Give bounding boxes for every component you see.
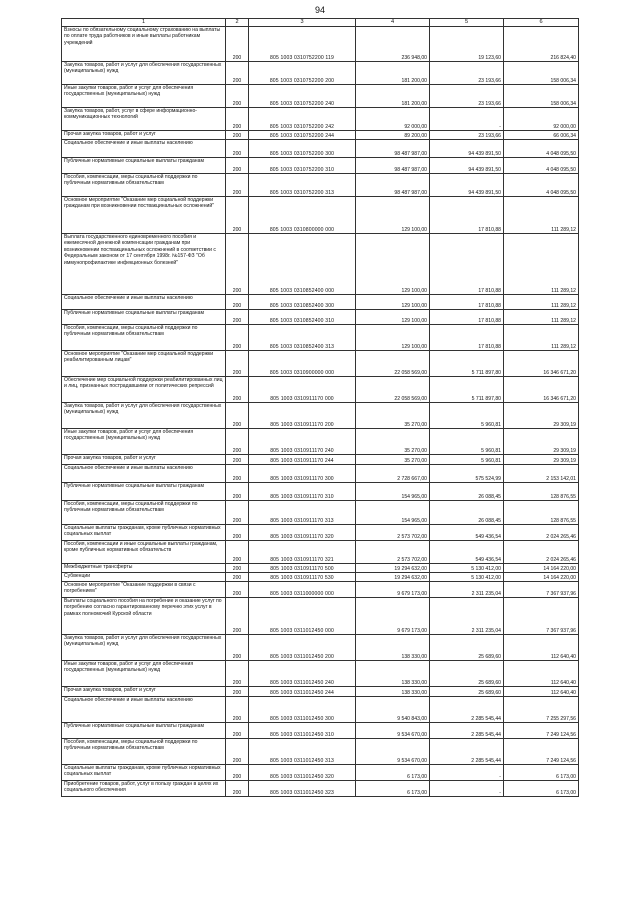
row-executed-amount: 94 439 891,50 [430, 174, 504, 197]
row-approved-amount: 129 100,00 [356, 295, 430, 310]
row-name: Основное мероприятие "Оказание мер социальной поддержки реабилитированным лицам" [62, 351, 226, 377]
row-name: Обеспечение мер социальной поддержки реабилитированных лиц и лиц, признанных пострадавшими от политических репрессий [62, 377, 226, 403]
row-unexecuted-amount: 7 367 937,96 [504, 598, 579, 635]
row-admin-code: 200 [226, 131, 249, 140]
col-header: 3 [249, 19, 356, 27]
row-approved-amount: 19 294 632,00 [356, 573, 430, 582]
row-approved-amount: 98 487 987,00 [356, 140, 430, 158]
row-name: Публичные нормативные социальные выплаты гражданам [62, 310, 226, 325]
row-unexecuted-amount: 111 289,12 [504, 295, 579, 310]
row-executed-amount: 2 285 545,44 [430, 697, 504, 723]
table-row [62, 108, 579, 131]
row-name: Приобретение товаров, работ, услуг в пользу граждан в целях их социального обеспечения [62, 781, 226, 797]
row-unexecuted-amount: 128 876,55 [504, 501, 579, 525]
row-approved-amount: 129 100,00 [356, 325, 430, 351]
row-name: Основное мероприятие "Оказание мер социальной поддержки гражданам при возникновении поствакцинальных осложнений" [62, 197, 226, 234]
row-unexecuted-amount: 2 153 142,01 [504, 465, 579, 483]
row-unexecuted-amount: 29 309,19 [504, 403, 579, 429]
row-approved-amount: 181 200,00 [356, 85, 430, 108]
row-name: Публичные нормативные социальные выплаты гражданам [62, 483, 226, 501]
row-budget-code: 805 1003 0310752200 242 [249, 108, 356, 131]
table-row [62, 429, 579, 455]
row-executed-amount: 17 810,88 [430, 325, 504, 351]
table-row [62, 325, 579, 351]
table-row [62, 131, 579, 140]
row-admin-code: 200 [226, 234, 249, 295]
table-row [62, 598, 579, 635]
table-row [62, 174, 579, 197]
row-unexecuted-amount: 16 346 671,20 [504, 377, 579, 403]
row-budget-code: 805 1003 0310752200 200 [249, 62, 356, 85]
row-unexecuted-amount: 7 249 124,56 [504, 723, 579, 739]
row-approved-amount: 19 294 632,00 [356, 564, 430, 573]
row-approved-amount: 9 679 173,00 [356, 582, 430, 598]
row-approved-amount: 22 058 569,00 [356, 351, 430, 377]
row-name: Публичные нормативные социальные выплаты гражданам [62, 723, 226, 739]
row-name: Закупка товаров, работ и услуг для обеспечения государственных (муниципальных) нужд [62, 403, 226, 429]
row-approved-amount: 98 487 987,00 [356, 174, 430, 197]
row-budget-code: 805 1003 0310800000 000 [249, 197, 356, 234]
row-name: Межбюджетные трансферты [62, 564, 226, 573]
table-row [62, 723, 579, 739]
row-budget-code: 805 1003 0311012450 310 [249, 723, 356, 739]
row-approved-amount: 154 965,00 [356, 501, 430, 525]
row-approved-amount: 9 679 173,00 [356, 598, 430, 635]
col-header: 4 [356, 19, 430, 27]
row-budget-code: 805 1003 0310752200 119 [249, 27, 356, 62]
table-row [62, 582, 579, 598]
row-admin-code: 200 [226, 351, 249, 377]
row-budget-code: 805 1003 0310911170 530 [249, 573, 356, 582]
row-admin-code: 200 [226, 174, 249, 197]
row-approved-amount: 129 100,00 [356, 310, 430, 325]
row-executed-amount: 94 439 891,50 [430, 140, 504, 158]
row-unexecuted-amount: 111 289,12 [504, 197, 579, 234]
row-budget-code: 805 1003 0310911170 244 [249, 455, 356, 465]
col-header: 2 [226, 19, 249, 27]
budget-table [61, 18, 579, 797]
table-row [62, 377, 579, 403]
row-name: Прочая закупка товаров, работ и услуг [62, 131, 226, 140]
row-executed-amount: 5 711 897,80 [430, 351, 504, 377]
row-admin-code: 200 [226, 403, 249, 429]
table-row [62, 687, 579, 697]
table-row [62, 465, 579, 483]
row-name: Публичные нормативные социальные выплаты гражданам [62, 158, 226, 174]
row-approved-amount: 35 270,00 [356, 455, 430, 465]
row-budget-code: 805 1003 0311012450 240 [249, 661, 356, 687]
table-row [62, 635, 579, 661]
row-budget-code: 805 1003 0311012450 320 [249, 765, 356, 781]
table-row [62, 158, 579, 174]
row-approved-amount: 181 200,00 [356, 62, 430, 85]
row-unexecuted-amount: 158 006,34 [504, 62, 579, 85]
row-budget-code: 805 1003 0310911170 500 [249, 564, 356, 573]
table-row [62, 525, 579, 541]
row-approved-amount: 98 487 987,00 [356, 158, 430, 174]
table-row [62, 541, 579, 564]
row-approved-amount: 35 270,00 [356, 429, 430, 455]
row-unexecuted-amount: 16 346 671,20 [504, 351, 579, 377]
row-executed-amount: 26 088,45 [430, 501, 504, 525]
row-executed-amount: 2 285 545,44 [430, 739, 504, 765]
row-approved-amount: 92 000,00 [356, 108, 430, 131]
col-header: 5 [430, 19, 504, 27]
row-budget-code: 805 1003 0310911170 321 [249, 541, 356, 564]
row-executed-amount: 5 711 897,80 [430, 377, 504, 403]
row-approved-amount: 9 534 670,00 [356, 723, 430, 739]
row-executed-amount: 94 439 891,50 [430, 158, 504, 174]
row-budget-code: 805 1003 0310852400 000 [249, 234, 356, 295]
row-admin-code: 200 [226, 598, 249, 635]
row-unexecuted-amount: 14 164 220,00 [504, 564, 579, 573]
row-budget-code: 805 1003 0311000000 000 [249, 582, 356, 598]
row-admin-code: 200 [226, 635, 249, 661]
row-executed-amount: 17 810,88 [430, 310, 504, 325]
row-budget-code: 805 1003 0311012450 200 [249, 635, 356, 661]
row-executed-amount: 575 524,99 [430, 465, 504, 483]
row-admin-code: 200 [226, 525, 249, 541]
row-executed-amount: 17 810,88 [430, 234, 504, 295]
row-admin-code: 200 [226, 465, 249, 483]
row-unexecuted-amount: 4 048 095,50 [504, 174, 579, 197]
row-executed-amount: 19 123,60 [430, 27, 504, 62]
row-executed-amount: 2 285 545,44 [430, 723, 504, 739]
row-admin-code: 200 [226, 739, 249, 765]
row-unexecuted-amount: 66 006,34 [504, 131, 579, 140]
row-name: Социальное обеспечение и иные выплаты населению [62, 697, 226, 723]
row-executed-amount: 25 689,60 [430, 661, 504, 687]
row-unexecuted-amount: 112 640,40 [504, 661, 579, 687]
table-row [62, 455, 579, 465]
row-approved-amount: 2 573 702,00 [356, 541, 430, 564]
table-row [62, 501, 579, 525]
row-budget-code: 805 1003 0311012450 323 [249, 781, 356, 797]
row-unexecuted-amount: 2 024 265,46 [504, 525, 579, 541]
row-admin-code: 200 [226, 27, 249, 62]
row-admin-code: 200 [226, 573, 249, 582]
row-unexecuted-amount: 112 640,40 [504, 635, 579, 661]
row-name: Иные закупки товаров, работ и услуг для обеспечения государственных (муниципальных) нужд [62, 429, 226, 455]
table-row [62, 564, 579, 573]
row-budget-code: 805 1003 0310852400 313 [249, 325, 356, 351]
row-admin-code: 200 [226, 158, 249, 174]
row-admin-code: 200 [226, 310, 249, 325]
row-approved-amount: 138 330,00 [356, 635, 430, 661]
row-name: Пособия, компенсации, меры социальной поддержки по публичным нормативным обязательствам [62, 325, 226, 351]
row-admin-code: 200 [226, 108, 249, 131]
row-approved-amount: 2 728 667,00 [356, 465, 430, 483]
row-admin-code: 200 [226, 62, 249, 85]
table-row [62, 697, 579, 723]
row-budget-code: 805 1003 0310752200 313 [249, 174, 356, 197]
row-admin-code: 200 [226, 483, 249, 501]
row-approved-amount: 6 173,00 [356, 765, 430, 781]
row-budget-code: 805 1003 0310911170 313 [249, 501, 356, 525]
row-admin-code: 200 [226, 377, 249, 403]
row-budget-code: 805 1003 0310752200 300 [249, 140, 356, 158]
row-executed-amount: 5 130 412,00 [430, 564, 504, 573]
row-name: Взносы по обязательному социальному страхованию на выплаты по оплате труда работников и иные выплаты работникам учреждений [62, 27, 226, 62]
table-row [62, 403, 579, 429]
row-name: Прочая закупка товаров, работ и услуг [62, 455, 226, 465]
table-row [62, 85, 579, 108]
row-unexecuted-amount: 7 255 297,56 [504, 697, 579, 723]
row-executed-amount: - [430, 108, 504, 131]
row-name: Пособия, компенсации, меры социальной поддержки по публичным нормативным обязательствам [62, 501, 226, 525]
table-row [62, 27, 579, 62]
row-admin-code: 200 [226, 325, 249, 351]
row-name: Пособия, компенсации, меры социальной поддержки по публичным нормативным обязательствам [62, 739, 226, 765]
row-name: Социальное обеспечение и иные выплаты населению [62, 140, 226, 158]
row-name: Иные закупки товаров, работ и услуг для обеспечения государственных (муниципальных) нужд [62, 85, 226, 108]
row-unexecuted-amount: 4 048 095,50 [504, 158, 579, 174]
row-budget-code: 805 1003 0310900000 000 [249, 351, 356, 377]
row-approved-amount: 9 540 843,00 [356, 697, 430, 723]
page-number: 94 [314, 5, 325, 15]
row-approved-amount: 9 534 670,00 [356, 739, 430, 765]
col-header: 6 [504, 19, 579, 27]
table-row [62, 351, 579, 377]
table-row [62, 781, 579, 797]
row-approved-amount: 138 330,00 [356, 661, 430, 687]
row-approved-amount: 129 100,00 [356, 197, 430, 234]
table-row [62, 739, 579, 765]
table-row [62, 234, 579, 295]
row-budget-code: 805 1003 0311012450 300 [249, 697, 356, 723]
row-name: Закупка товаров, работ, услуг в сфере информационно-коммуникационных технологий [62, 108, 226, 131]
row-name: Субвенции [62, 573, 226, 582]
row-name: Прочая закупка товаров, работ и услуг [62, 687, 226, 697]
row-executed-amount: 23 193,66 [430, 62, 504, 85]
row-budget-code: 805 1003 0311012450 244 [249, 687, 356, 697]
row-admin-code: 200 [226, 295, 249, 310]
row-unexecuted-amount: 29 309,19 [504, 455, 579, 465]
row-admin-code: 200 [226, 455, 249, 465]
row-unexecuted-amount: 111 289,12 [504, 310, 579, 325]
row-budget-code: 805 1003 0310911170 310 [249, 483, 356, 501]
row-executed-amount: 25 689,60 [430, 635, 504, 661]
row-approved-amount: 89 200,00 [356, 131, 430, 140]
row-approved-amount: 129 100,00 [356, 234, 430, 295]
row-executed-amount: 25 689,60 [430, 687, 504, 697]
table-row [62, 661, 579, 687]
row-budget-code: 805 1003 0310911170 320 [249, 525, 356, 541]
row-budget-code: 805 1003 0310752200 310 [249, 158, 356, 174]
row-admin-code: 200 [226, 429, 249, 455]
col-header: 1 [62, 19, 226, 27]
row-executed-amount: 2 311 235,04 [430, 598, 504, 635]
row-unexecuted-amount: 111 289,12 [504, 234, 579, 295]
table-row [62, 573, 579, 582]
row-unexecuted-amount: 128 876,55 [504, 483, 579, 501]
row-budget-code: 805 1003 0310911170 200 [249, 403, 356, 429]
row-unexecuted-amount: 6 173,00 [504, 781, 579, 797]
row-unexecuted-amount: 111 289,12 [504, 325, 579, 351]
row-approved-amount: 138 330,00 [356, 687, 430, 697]
row-executed-amount: 23 193,66 [430, 131, 504, 140]
table-row [62, 140, 579, 158]
row-approved-amount: 2 573 702,00 [356, 525, 430, 541]
row-budget-code: 805 1003 0311012450 313 [249, 739, 356, 765]
row-name: Основное мероприятие "Оказание поддержки в связи с погребением" [62, 582, 226, 598]
row-admin-code: 200 [226, 197, 249, 234]
row-executed-amount: 2 311 235,04 [430, 582, 504, 598]
row-approved-amount: 6 173,00 [356, 781, 430, 797]
row-executed-amount: - [430, 781, 504, 797]
row-name: Выплаты социального пособия на погребение и оказание услуг по погребению согласно гарантированному перечню этих услуг в рамках полномочий Курской области [62, 598, 226, 635]
row-unexecuted-amount: 14 164 220,00 [504, 573, 579, 582]
row-admin-code: 200 [226, 661, 249, 687]
row-name: Закупка товаров, работ и услуг для обеспечения государственных (муниципальных) нужд [62, 635, 226, 661]
row-unexecuted-amount: 7 249 124,56 [504, 739, 579, 765]
row-admin-code: 200 [226, 697, 249, 723]
row-admin-code: 200 [226, 723, 249, 739]
row-executed-amount: 17 810,88 [430, 295, 504, 310]
row-budget-code: 805 1003 0310911170 240 [249, 429, 356, 455]
row-admin-code: 200 [226, 140, 249, 158]
row-name: Пособия, компенсации, меры социальной поддержки по публичным нормативным обязательствам [62, 174, 226, 197]
table-header-row [62, 19, 579, 27]
row-executed-amount: 23 193,66 [430, 85, 504, 108]
row-executed-amount: 5 960,81 [430, 429, 504, 455]
row-unexecuted-amount: 4 048 095,50 [504, 140, 579, 158]
row-unexecuted-amount: 158 006,34 [504, 85, 579, 108]
row-name: Пособия, компенсации и иные социальные выплаты гражданам, кроме публичных нормативных обязательств [62, 541, 226, 564]
row-budget-code: 805 1003 0310852400 300 [249, 295, 356, 310]
row-unexecuted-amount: 92 000,00 [504, 108, 579, 131]
row-admin-code: 200 [226, 781, 249, 797]
row-unexecuted-amount: 112 640,40 [504, 687, 579, 697]
row-admin-code: 200 [226, 687, 249, 697]
row-name: Выплата государственного единовременного пособия и ежемесячной денежной компенсации гражданам при возникновении поствакцинальных осложнений в соответствии с Федеральным законом от 17 сентября 1998г. №157-ФЗ "Об иммунопрофилактике инфекционных болезней" [62, 234, 226, 295]
row-unexecuted-amount: 216 824,40 [504, 27, 579, 62]
row-executed-amount: 5 130 412,00 [430, 573, 504, 582]
row-budget-code: 805 1003 0310911170 300 [249, 465, 356, 483]
row-name: Закупка товаров, работ и услуг для обеспечения государственных (муниципальных) нужд [62, 62, 226, 85]
row-budget-code: 805 1003 0311012450 000 [249, 598, 356, 635]
row-approved-amount: 236 948,00 [356, 27, 430, 62]
row-executed-amount: 549 436,54 [430, 525, 504, 541]
table-row [62, 765, 579, 781]
row-budget-code: 805 1003 0310752200 240 [249, 85, 356, 108]
row-executed-amount: 549 436,54 [430, 541, 504, 564]
row-executed-amount: 5 960,81 [430, 403, 504, 429]
row-approved-amount: 22 058 569,00 [356, 377, 430, 403]
row-admin-code: 200 [226, 765, 249, 781]
row-approved-amount: 35 270,00 [356, 403, 430, 429]
row-budget-code: 805 1003 0310911170 000 [249, 377, 356, 403]
row-admin-code: 200 [226, 85, 249, 108]
row-approved-amount: 154 965,00 [356, 483, 430, 501]
row-name: Социальные выплаты гражданам, кроме публичных нормативных социальных выплат [62, 765, 226, 781]
row-admin-code: 200 [226, 582, 249, 598]
row-name: Иные закупки товаров, работ и услуг для обеспечения государственных (муниципальных) нужд [62, 661, 226, 687]
row-executed-amount: - [430, 765, 504, 781]
table-row [62, 295, 579, 310]
row-admin-code: 200 [226, 501, 249, 525]
row-admin-code: 200 [226, 541, 249, 564]
row-name: Социальные выплаты гражданам, кроме публичных нормативных социальных выплат [62, 525, 226, 541]
table-row [62, 62, 579, 85]
row-name: Социальное обеспечение и иные выплаты населению [62, 465, 226, 483]
table-row [62, 483, 579, 501]
row-name: Социальное обеспечение и иные выплаты населению [62, 295, 226, 310]
row-unexecuted-amount: 2 024 265,46 [504, 541, 579, 564]
table-row [62, 197, 579, 234]
row-unexecuted-amount: 29 309,19 [504, 429, 579, 455]
row-budget-code: 805 1003 0310852400 310 [249, 310, 356, 325]
row-unexecuted-amount: 7 367 937,96 [504, 582, 579, 598]
row-budget-code: 805 1003 0310752200 244 [249, 131, 356, 140]
row-executed-amount: 26 088,45 [430, 483, 504, 501]
row-executed-amount: 17 810,88 [430, 197, 504, 234]
table-row [62, 310, 579, 325]
row-unexecuted-amount: 6 173,00 [504, 765, 579, 781]
row-admin-code: 200 [226, 564, 249, 573]
row-executed-amount: 5 960,81 [430, 455, 504, 465]
